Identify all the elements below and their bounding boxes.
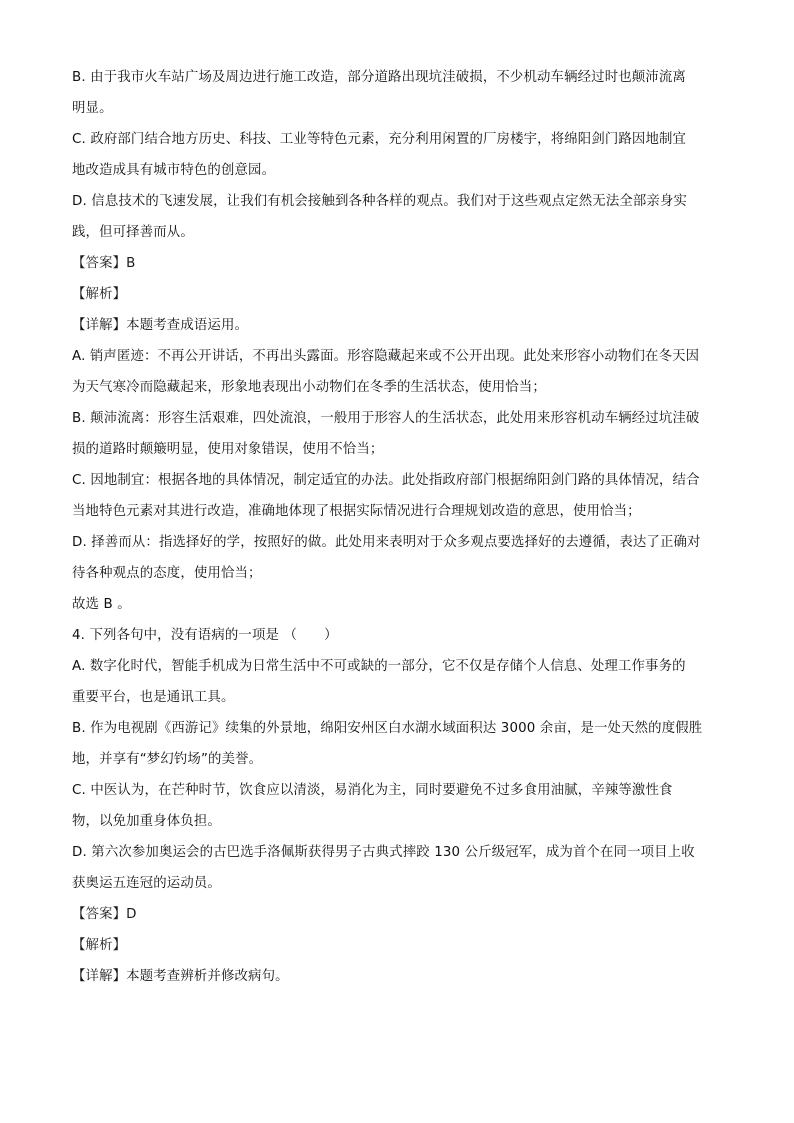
text-line: 明显。 [72,101,113,116]
analysis-text: 【解析】 [72,938,127,953]
text-line: D. 第六次参加奥运会的古巴选手洛佩斯获得男子古典式摔跤 130 公斤级冠军，成为首个在同一项目上收 [72,845,695,860]
conclusion-paragraph [72,589,722,620]
text-line: 待各种观点的态度，使用恰当； [72,566,262,581]
text-line: D. 择善而从：指选择好的学，按照好的做。此处用来表明对于众多观点要选择好的去遵循，表达了正确对 [72,535,701,550]
text-line: 践，但可择善而从。 [72,225,194,240]
answer-text: 【答案】B [72,256,136,271]
analysis-label-2 [72,930,722,961]
question-text: 4. 下列各句中，没有语病的一项是 （ ） [72,628,338,643]
text-line: B. 作为电视剧《西游记》续集的外景地，绵阳安州区白水湖水域面积达 3000 余亩，是一处天然的度假胜 [72,721,703,736]
answer-label [72,248,722,279]
text-line: 损的道路时颠簸明显，使用对象错误，使用不恰当； [72,442,384,457]
question-4-option-d [72,837,722,899]
explanation-c-paragraph [72,465,722,527]
answer-text: 【答案】D [72,907,137,922]
conclusion-text: 故选 B 。 [72,597,131,612]
text-line: B. 由于我市火车站广场及周边进行施工改造，部分道路出现坑洼破损，不少机动车辆经过时也颠沛流离 [72,70,686,85]
text-line: A. 销声匿迹：不再公开讲话，不再出头露面。形容隐藏起来或不公开出现。此处来形容小动物们在冬天因 [72,349,700,364]
explanation-d-paragraph [72,527,722,589]
text-line: 当地特色元素对其进行改造，准确地体现了根据实际情况进行合理规划改造的意思，使用恰当； [72,504,641,519]
answer-label-2 [72,899,722,930]
option-b-paragraph [72,62,722,124]
detail-label [72,310,722,341]
option-c-paragraph [72,124,722,186]
text-line: 物，以免加重身体负担。 [72,814,221,829]
text-line: 地改造成具有城市特色的创意园。 [72,163,276,178]
question-4-stem [72,620,722,651]
text-line: 重要平台，也是通讯工具。 [72,690,235,705]
text-line: C. 因地制宜：根据各地的具体情况，制定适宜的办法。此处指政府部门根据绵阳剑门路的具体情况，结合 [72,473,700,488]
text-line: B. 颠沛流离：形容生活艰难，四处流浪，一般用于形容人的生活状态，此处用来形容机动车辆经过坑洼破 [72,411,700,426]
text-line: C. 中医认为，在芒种时节，饮食应以清淡，易消化为主，同时要避免不过多食用油腻，辛辣等激性食 [72,783,673,798]
text-line: 地，并享有“梦幻钓场”的美誉。 [72,752,263,767]
explanation-a-paragraph [72,341,722,403]
analysis-text: 【解析】 [72,287,127,302]
text-line: D. 信息技术的飞速发展，让我们有机会接触到各种各样的观点。我们对于这些观点定然无法全部亲身实 [72,194,688,209]
text-line: C. 政府部门结合地方历史、科技、工业等特色元素，充分利用闲置的厂房楼宇，将绵阳剑门路因地制宜 [72,132,687,147]
explanation-b-paragraph [72,403,722,465]
analysis-label [72,279,722,310]
option-d-paragraph [72,186,722,248]
question-4-option-b [72,713,722,775]
text-line: A. 数字化时代，智能手机成为日常生活中不可或缺的一部分，它不仅是存储个人信息、处理工作事务的 [72,659,686,674]
question-4-option-c [72,775,722,837]
detail-label-2 [72,961,722,992]
text-line: 获奥运五连冠的运动员。 [72,876,221,891]
text-line: 为天气寒冷而隐藏起来，形象地表现出小动物们在冬季的生活状态，使用恰当； [72,380,546,395]
detail-text: 【详解】本题考查辨析并修改病句。 [72,969,289,984]
question-4-option-a [72,651,722,713]
document-page [72,62,722,992]
detail-text: 【详解】本题考查成语运用。 [72,318,249,333]
